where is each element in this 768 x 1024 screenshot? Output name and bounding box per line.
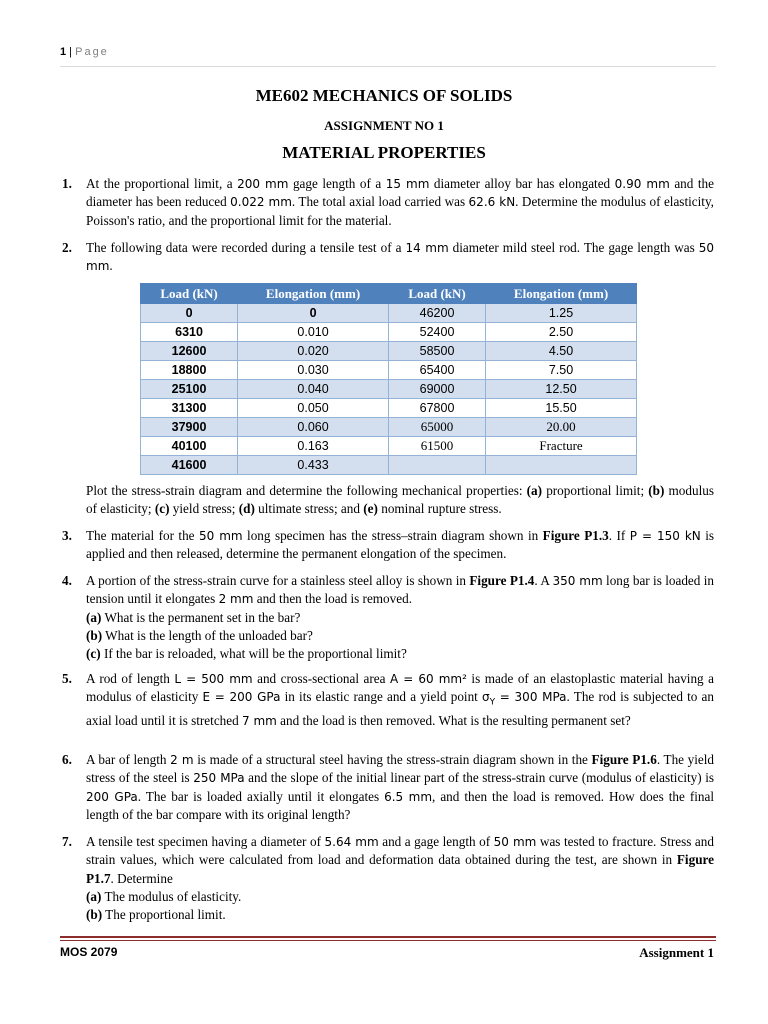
q-sub-label: (c) <box>154 501 170 517</box>
q-text: , and then the load is removed. How does the final length of the bar compare with its original length? <box>86 788 714 822</box>
sub-question <box>86 627 714 645</box>
q-text: . The rod is subjected to an axial load until it is stretched <box>86 689 714 729</box>
q-text: A portion of the stress-strain curve for a stainless steel alloy is shown in <box>86 573 470 588</box>
topic-title: MATERIAL PROPERTIES <box>282 143 486 162</box>
table-cell: 18800 <box>141 361 238 380</box>
q-text: is made of an elastoplastic material having a modulus of elasticity <box>86 671 715 705</box>
q-text: nominal rupture stress. <box>377 501 502 517</box>
q-text: yield stress; <box>169 501 239 517</box>
q-text: If the bar is reloaded, what will be the proportional limit? <box>100 646 407 662</box>
table-cell: 0.020 <box>238 342 389 361</box>
table-cell: 52400 <box>388 323 485 342</box>
q-sub-label: (b) <box>86 627 103 643</box>
q-text: What is the length of the unloaded bar? <box>102 627 313 643</box>
page-separator: | <box>66 46 76 58</box>
q-math: 5.64 mm <box>324 835 379 849</box>
table-cell: 0.050 <box>238 399 389 418</box>
q-math: 0.90 mm <box>614 177 670 191</box>
q-text: and cross-sectional area <box>252 671 391 686</box>
figure-ref: Figure P1.4 <box>469 573 535 588</box>
assignment-title: ASSIGNMENT NO 1 <box>324 118 444 133</box>
table-cell: 41600 <box>141 456 238 475</box>
q-text: diameter mild steel rod. The gage length was <box>448 240 699 255</box>
q-sub-label: (b) <box>648 483 665 498</box>
table-row <box>141 304 637 323</box>
table-cell: 69000 <box>388 380 485 399</box>
table-cell: 46200 <box>388 304 485 323</box>
table-cell: 1.25 <box>486 304 637 323</box>
q-text: long specimen has the stress–strain diagram shown in <box>242 528 543 543</box>
q-text: . <box>109 258 113 274</box>
table-cell: 0.010 <box>238 323 389 342</box>
q-text: . Determine <box>110 870 173 886</box>
q-text: and the load is then removed. What is the resulting permanent set? <box>276 713 631 729</box>
table-cell: 4.50 <box>486 342 637 361</box>
q-text: gage length of a <box>288 176 386 191</box>
q-text: is applied and then released, determine the permanent elongation of the specimen. <box>86 528 715 562</box>
q-text: in its elastic range and a yield point <box>280 689 483 705</box>
q-sub-label: (d) <box>238 501 255 517</box>
q-text: ultimate stress; and <box>254 501 364 517</box>
question-7 <box>62 833 714 924</box>
table-cell: 31300 <box>141 399 238 418</box>
table-row <box>141 361 637 380</box>
table-cell: 15.50 <box>486 399 637 418</box>
q-math: 50 mm <box>493 835 537 849</box>
q-math: 250 MPa <box>193 771 245 786</box>
q-sub-label: (a) <box>86 609 102 625</box>
col-header-load: Load (kN) <box>388 284 485 304</box>
q-text: proportional limit; <box>542 483 649 498</box>
figure-ref: Figure P1.6 <box>591 752 657 767</box>
table-row <box>141 323 637 342</box>
table-cell: 0 <box>238 304 389 323</box>
page-header <box>60 46 109 58</box>
q-math: 200 GPa <box>86 789 138 804</box>
table-cell: 65000 <box>388 418 485 437</box>
q-math: 2 m <box>170 753 194 767</box>
table-cell: 0.030 <box>238 361 389 380</box>
question-2 <box>62 239 715 276</box>
table-cell: 0.163 <box>238 437 389 456</box>
figure-ref: Figure P1.3 <box>542 528 609 543</box>
q-text: . The bar is loaded axially until it elongates <box>137 788 385 804</box>
q-text: At the proportional limit, a <box>86 176 238 191</box>
q-math-subscript: Y <box>489 697 496 708</box>
q-text: A tensile test specimen having a diameter of <box>86 834 325 849</box>
q-text: modulus of elasticity; <box>86 483 714 517</box>
col-header-elongation: Elongation (mm) <box>486 284 637 304</box>
table-row <box>141 418 637 437</box>
q-text: . If <box>608 528 630 543</box>
q-sub-label: (c) <box>86 646 101 662</box>
tensile-test-table <box>140 283 637 475</box>
table-cell: 0.433 <box>238 456 389 475</box>
question-2-instructions <box>86 482 714 519</box>
table-row <box>141 456 637 475</box>
question-4 <box>62 572 714 663</box>
col-header-elongation: Elongation (mm) <box>238 284 389 304</box>
sub-question <box>86 645 714 663</box>
question-number: 7. <box>62 834 72 849</box>
question-3 <box>62 527 715 564</box>
q-text: diameter alloy bar has elongated <box>429 176 615 191</box>
q-text: What is the permanent set in the bar? <box>101 609 301 625</box>
table-cell: 0.060 <box>238 418 389 437</box>
q-text: . Determine the modulus of elasticity, Poisson's ratio, and the proportional limit for the material. <box>86 194 714 228</box>
footer-divider <box>60 940 716 941</box>
q-text: A rod of length <box>86 671 175 686</box>
question-5 <box>62 670 715 731</box>
question-number: 2. <box>62 240 72 255</box>
table-cell: 7.50 <box>486 361 637 380</box>
q-math: = 300 MPa <box>495 690 567 705</box>
header-divider <box>60 66 716 67</box>
table-cell: 25100 <box>141 380 238 399</box>
question-number: 6. <box>62 752 72 767</box>
q-math: 14 mm <box>405 241 449 255</box>
figure-ref: Figure P1.7 <box>86 852 714 886</box>
q-text: and the diameter has been reduced <box>86 176 714 210</box>
q-text: was tested to fracture. Stress and strain values, which were calculated from load and deformation data obtained during the test, are shown in <box>86 834 714 868</box>
table-row <box>141 437 637 456</box>
q-sub-label: (b) <box>86 907 103 923</box>
q-sub-label: (a) <box>86 888 102 904</box>
q-text: The material for the <box>86 528 199 543</box>
footer-divider <box>60 936 716 938</box>
q-math: 350 mm <box>552 574 603 588</box>
question-number: 4. <box>62 573 72 588</box>
q-math: 7 mm <box>242 714 277 729</box>
course-title: ME602 MECHANICS OF SOLIDS <box>255 86 513 105</box>
table-row <box>141 342 637 361</box>
q-math: 50 mm <box>198 529 243 543</box>
q-text: and then the load is removed. <box>253 591 412 607</box>
q-text: . A <box>534 573 553 588</box>
q-text: and the slope of the initial linear part of the stress-strain curve (modulus of elasticity) is <box>244 770 715 786</box>
q-math: 6.5 mm <box>384 789 433 804</box>
table-cell <box>486 456 637 475</box>
q-math: σ <box>482 690 490 705</box>
q-text: . The yield stress of the steel is <box>86 752 715 786</box>
q-text: The proportional limit. <box>102 907 226 923</box>
table-cell: 40100 <box>141 437 238 456</box>
sub-question <box>86 888 714 906</box>
q-sub-label: (a) <box>526 483 543 498</box>
table-cell <box>388 456 485 475</box>
table-cell: 58500 <box>388 342 485 361</box>
col-header-load: Load (kN) <box>141 284 238 304</box>
page-number: 1 <box>60 46 67 58</box>
table-row <box>141 380 637 399</box>
table-cell: Fracture <box>486 437 637 456</box>
q-math: P = 150 kN <box>629 529 701 543</box>
question-number: 3. <box>62 528 72 543</box>
q-text: A bar of length <box>86 752 171 767</box>
table-cell: 37900 <box>141 418 238 437</box>
table-cell: 20.00 <box>486 418 637 437</box>
q-math: E = 200 GPa <box>202 690 281 705</box>
question-1 <box>62 175 714 230</box>
q-sub-label: (e) <box>363 501 378 517</box>
q-text: long bar is loaded in tension until it elongates <box>86 573 714 607</box>
table-cell: 0 <box>141 304 238 323</box>
q-text: The following data were recorded during a tensile test of a <box>86 240 406 255</box>
table-header-row <box>141 284 637 304</box>
q-text: The modulus of elasticity. <box>101 888 242 904</box>
question-6 <box>62 751 715 824</box>
table-cell: 0.040 <box>238 380 389 399</box>
q-math: 2 mm <box>218 592 254 607</box>
sub-question <box>86 906 714 924</box>
q-math: A = 60 mm² <box>390 672 467 686</box>
table-cell: 61500 <box>388 437 485 456</box>
q-math: 200 mm <box>237 177 289 191</box>
q-text: and a gage length of <box>378 834 494 849</box>
q-math: 15 mm <box>385 177 430 191</box>
page-label: Page <box>75 46 109 58</box>
q-math: 50 mm <box>86 241 715 274</box>
table-cell: 6310 <box>141 323 238 342</box>
q-text: Plot the stress-strain diagram and determine the following mechanical properties: <box>86 483 527 498</box>
table-cell: 67800 <box>388 399 485 418</box>
table-cell: 12600 <box>141 342 238 361</box>
sub-question <box>86 609 714 627</box>
table-row <box>141 399 637 418</box>
q-math: L = 500 mm <box>174 672 253 686</box>
question-number: 1. <box>62 176 72 191</box>
footer-assignment-label: Assignment 1 <box>639 945 714 960</box>
q-math: 0.022 mm <box>230 195 292 210</box>
table-cell: 2.50 <box>486 323 637 342</box>
table-cell: 65400 <box>388 361 485 380</box>
question-number: 5. <box>62 671 72 686</box>
q-text: . The total axial load carried was <box>291 194 469 210</box>
footer-course-code: MOS 2079 <box>60 945 118 959</box>
q-math: 62.6 kN <box>468 195 516 210</box>
table-cell: 12.50 <box>486 380 637 399</box>
q-text: is made of a structural steel having the stress-strain diagram shown in the <box>193 752 592 767</box>
